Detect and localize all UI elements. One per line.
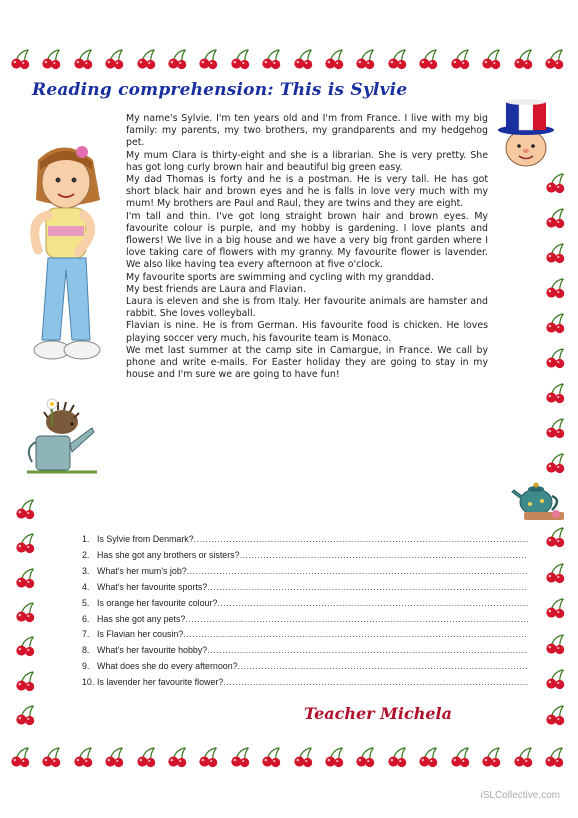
answer-line[interactable] xyxy=(185,612,528,628)
answer-line[interactable] xyxy=(194,532,528,548)
question-item xyxy=(82,659,528,675)
question-number: 2. xyxy=(82,549,90,560)
answer-line[interactable] xyxy=(187,564,528,580)
answer-line[interactable] xyxy=(183,627,528,643)
cherry-icon xyxy=(545,347,567,369)
answer-line[interactable] xyxy=(217,596,528,612)
cherry-icon xyxy=(545,452,567,474)
cherry-icon xyxy=(15,498,37,520)
question-text: Has she got any pets? xyxy=(97,613,186,624)
question-item xyxy=(82,564,528,580)
cherry-icon xyxy=(41,48,63,70)
cherry-icon xyxy=(73,48,95,70)
cherry-icon xyxy=(104,48,126,70)
question-text: What does she do every afternoon? xyxy=(97,661,238,672)
question-number: 4. xyxy=(82,581,90,592)
site-watermark: iSLCollective.com xyxy=(480,790,560,801)
cherry-icon xyxy=(545,633,567,655)
cherry-icon xyxy=(261,746,283,768)
question-text: Is lavender her favourite flower? xyxy=(97,677,224,688)
question-text: What's her favourite hobby? xyxy=(97,645,208,656)
cherry-icon xyxy=(15,601,37,623)
paragraph: Flavian is nine. He is from German. His favourite food is chicken. He loves playing soccer very much, his favourite team is Monaco. xyxy=(126,320,488,344)
cherry-icon xyxy=(198,48,220,70)
question-text: What's her mum's job? xyxy=(97,565,187,576)
question-text: Is Sylvie from Denmark? xyxy=(97,534,194,544)
cherry-icon xyxy=(10,48,32,70)
answer-line[interactable] xyxy=(238,659,528,675)
top-cherry-border xyxy=(10,44,566,74)
cherry-icon xyxy=(136,48,158,70)
question-item xyxy=(82,675,528,691)
cherry-icon xyxy=(387,48,409,70)
paragraph: Laura is eleven and she is from Italy. Her favourite animals are hamster and rabbit. She loves volleyball. xyxy=(126,296,488,320)
cherry-icon xyxy=(545,417,567,439)
paragraph: My mum Clara is thirty-eight and she is a librarian. She is very pretty. She has got long curly brown hair and beautiful big green easy. xyxy=(126,149,488,173)
paragraph: My favourite sports are swimming and cycling with my granddad. xyxy=(126,271,434,283)
answer-line[interactable] xyxy=(223,675,528,691)
cherry-icon xyxy=(545,668,567,690)
cherry-icon xyxy=(545,597,567,619)
cherry-icon xyxy=(545,704,567,726)
question-text: What's her favourite sports? xyxy=(97,581,208,592)
question-number: 3. xyxy=(82,565,90,576)
cherry-icon xyxy=(15,532,37,554)
cherry-icon xyxy=(10,746,32,768)
teapot-illustration xyxy=(510,474,566,522)
cherry-icon xyxy=(324,746,346,768)
cherry-icon xyxy=(481,746,503,768)
cherry-icon xyxy=(481,48,503,70)
french-hat-face-illustration xyxy=(496,98,556,170)
cherry-icon xyxy=(387,746,409,768)
cherry-icon xyxy=(230,48,252,70)
page-title: Reading comprehension: This is Sylvie xyxy=(32,80,408,100)
cherry-icon xyxy=(230,746,252,768)
cherry-icon xyxy=(293,48,315,70)
cherry-icon xyxy=(324,48,346,70)
answer-line[interactable] xyxy=(240,548,528,564)
cherry-icon xyxy=(167,746,189,768)
answer-line[interactable] xyxy=(207,580,528,596)
question-number: 7. xyxy=(82,629,90,640)
right-cherry-border-lower xyxy=(542,526,570,726)
question-number: 5. xyxy=(82,597,90,608)
paragraph: My name's Sylvie. I'm ten years old and I'm from France. I live with my big family: my parents, my two brothers, my grandparents and my hedgehog pet. xyxy=(126,113,488,149)
question-item xyxy=(82,612,528,628)
question-text: Has she got any brothers or sisters? xyxy=(97,549,240,560)
cherry-icon xyxy=(355,746,377,768)
cherry-icon xyxy=(450,48,472,70)
cherry-icon xyxy=(41,746,63,768)
reading-passage xyxy=(126,113,488,381)
watering-can-hedgehog-illustration xyxy=(22,392,102,480)
cherry-icon xyxy=(418,48,440,70)
cherry-icon xyxy=(73,746,95,768)
answer-line[interactable] xyxy=(207,643,528,659)
cherry-icon xyxy=(418,746,440,768)
question-text: Is orange her favourite colour? xyxy=(97,597,218,608)
question-item xyxy=(82,532,528,548)
cherry-icon xyxy=(136,746,158,768)
paragraph: I'm tall and thin. I've got long straight brown hair and brown eyes. My favourite colour is purple, and my hobby is gardening. I love plants and flowers! We live in a big house and we have a very big front garden where I love taking care of flowers with my granny. My favourite flower is lavender. We also like having tea every afternoon at five o'clock. xyxy=(126,210,488,271)
paragraph: My best friends are Laura and Flavian. xyxy=(126,283,306,295)
question-number: 1. xyxy=(82,534,90,544)
cherry-icon xyxy=(545,562,567,584)
question-number: 10. xyxy=(82,677,95,688)
cherry-icon xyxy=(545,172,567,194)
cherry-icon xyxy=(293,746,315,768)
left-cherry-border xyxy=(12,498,40,726)
cherry-icon xyxy=(545,312,567,334)
cherry-icon xyxy=(545,277,567,299)
girl-illustration xyxy=(8,140,120,378)
teacher-signature: Teacher Michela xyxy=(304,704,452,723)
question-number: 9. xyxy=(82,661,90,672)
cherry-icon xyxy=(15,670,37,692)
paragraph: My dad Thomas is forty and he is a postman. He is very tall. He has got short black hair and brown eyes and he is falls in love very much with my mum! My brothers are Paul and Raul, they are twins and they are eight. xyxy=(126,174,488,210)
cherry-icon xyxy=(513,48,535,70)
cherry-icon xyxy=(545,207,567,229)
cherry-icon xyxy=(104,746,126,768)
bottom-cherry-border xyxy=(10,742,566,772)
cherry-icon xyxy=(545,526,567,548)
cherry-icon xyxy=(15,704,37,726)
cherry-icon xyxy=(513,746,535,768)
cherry-icon xyxy=(355,48,377,70)
cherry-icon xyxy=(198,746,220,768)
cherry-icon xyxy=(450,746,472,768)
cherry-icon xyxy=(544,48,566,70)
question-list xyxy=(82,532,528,691)
question-item xyxy=(82,580,528,596)
cherry-icon xyxy=(15,635,37,657)
cherry-icon xyxy=(545,242,567,264)
question-item xyxy=(82,627,528,643)
question-item xyxy=(82,596,528,612)
cherry-icon xyxy=(167,48,189,70)
question-item xyxy=(82,643,528,659)
cherry-icon xyxy=(545,382,567,404)
cherry-icon xyxy=(15,567,37,589)
question-number: 6. xyxy=(82,613,90,624)
question-item xyxy=(82,548,528,564)
cherry-icon xyxy=(544,746,566,768)
cherry-icon xyxy=(261,48,283,70)
right-cherry-border-upper xyxy=(542,172,570,474)
question-text: Is Flavian her cousin? xyxy=(97,629,184,640)
question-number: 8. xyxy=(82,645,90,656)
paragraph: We met last summer at the camp site in Camargue, in France. We call by phone and write e-mails. For Easter holiday they are going to stay in my house and I'm sure we are going to have fun! xyxy=(126,344,488,381)
